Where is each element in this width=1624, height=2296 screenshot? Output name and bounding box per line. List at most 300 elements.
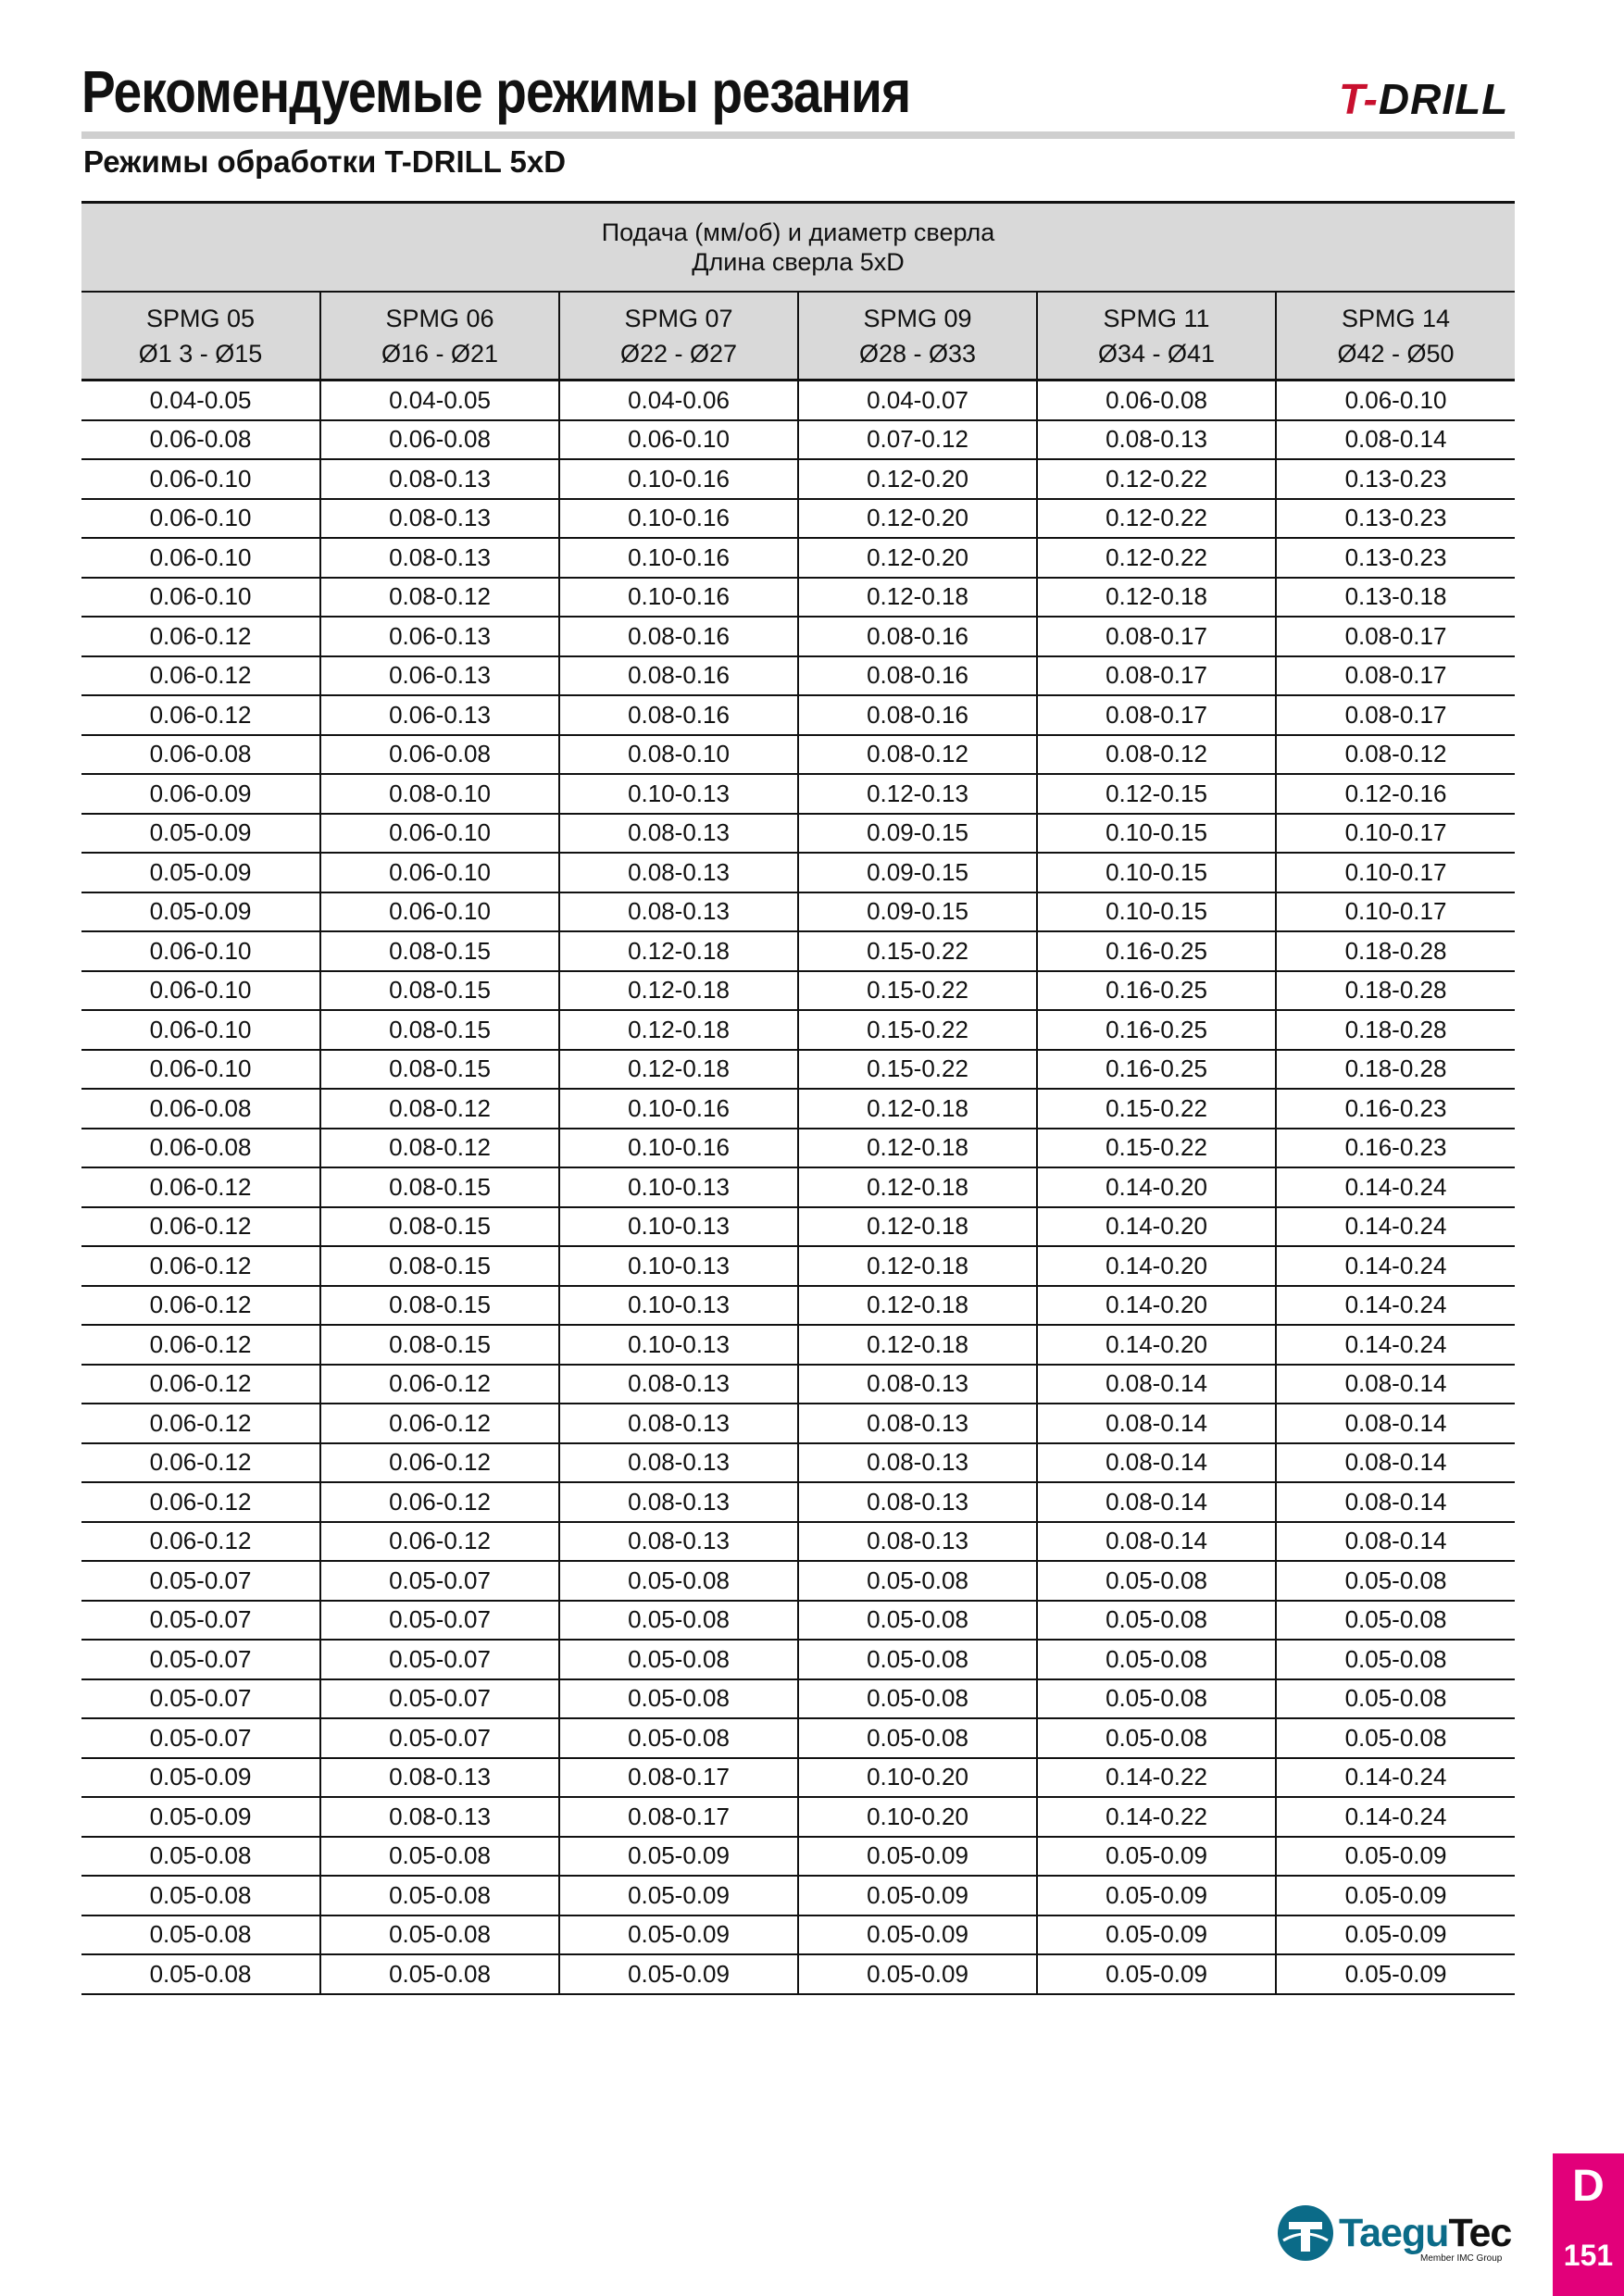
feed-rate-cell: 0.08-0.12: [320, 578, 559, 618]
table-row: [81, 1010, 1515, 1050]
feed-rate-cell: 0.14-0.24: [1276, 1797, 1515, 1837]
feed-rate-cell: 0.08-0.14: [1037, 1482, 1276, 1522]
feed-rate-cell: 0.05-0.09: [1037, 1915, 1276, 1955]
feed-rate-cell: 0.05-0.08: [81, 1837, 320, 1877]
feed-rate-cell: 0.05-0.09: [798, 1837, 1037, 1877]
feed-rate-cell: 0.14-0.24: [1276, 1246, 1515, 1286]
feed-rate-cell: 0.06-0.13: [320, 617, 559, 656]
table-row: [81, 1679, 1515, 1719]
feed-rate-cell: 0.04-0.05: [320, 381, 559, 420]
feed-rate-cell: 0.14-0.22: [1037, 1797, 1276, 1837]
table-column-header-row: [81, 292, 1515, 381]
feed-rate-cell: 0.08-0.14: [1276, 1404, 1515, 1443]
feed-rate-cell: 0.06-0.10: [1276, 381, 1515, 420]
feed-rate-cell: 0.08-0.15: [320, 1167, 559, 1207]
feed-rate-cell: 0.18-0.28: [1276, 931, 1515, 971]
feed-rate-cell: 0.06-0.12: [81, 1522, 320, 1562]
table-row: [81, 538, 1515, 578]
column-code: SPMG 14: [1342, 304, 1451, 332]
feed-rate-cell: 0.08-0.14: [1276, 1443, 1515, 1483]
column-code: SPMG 07: [624, 304, 733, 332]
feed-rate-cell: 0.05-0.07: [320, 1679, 559, 1719]
column-header: [1276, 292, 1515, 381]
feed-rate-cell: 0.10-0.13: [559, 1246, 798, 1286]
feed-rate-cell: 0.08-0.16: [798, 656, 1037, 696]
feed-rate-cell: 0.16-0.23: [1276, 1129, 1515, 1168]
feed-rate-cell: 0.05-0.08: [81, 1954, 320, 1994]
feed-rate-cell: 0.08-0.13: [559, 1482, 798, 1522]
feed-rate-cell: 0.12-0.18: [798, 1129, 1037, 1168]
section-subtitle: Режимы обработки T-DRILL 5xD: [83, 144, 567, 179]
feed-rate-cell: 0.14-0.20: [1037, 1286, 1276, 1326]
feed-rate-cell: 0.05-0.08: [81, 1876, 320, 1915]
table-row: [81, 971, 1515, 1011]
feed-rate-cell: 0.05-0.09: [81, 1758, 320, 1798]
feed-rate-cell: 0.06-0.10: [320, 892, 559, 932]
feed-rate-cell: 0.07-0.12: [798, 420, 1037, 460]
feed-rate-cell: 0.08-0.13: [559, 1522, 798, 1562]
feed-rate-cell: 0.12-0.18: [798, 1207, 1037, 1247]
feed-rate-cell: 0.08-0.12: [1037, 735, 1276, 775]
feed-rate-cell: 0.06-0.08: [81, 420, 320, 460]
page-title: Рекомендуемые режимы резания: [81, 58, 911, 125]
feed-rate-cell: 0.14-0.20: [1037, 1207, 1276, 1247]
brand-prefix: T-: [1339, 75, 1379, 123]
feed-rate-cell: 0.15-0.22: [798, 931, 1037, 971]
feed-rate-cell: 0.13-0.23: [1276, 499, 1515, 539]
feed-rate-cell: 0.06-0.12: [81, 617, 320, 656]
feed-rate-cell: 0.12-0.18: [798, 578, 1037, 618]
feed-rate-cell: 0.08-0.17: [1276, 695, 1515, 735]
table-row: [81, 1365, 1515, 1404]
table-row: [81, 1837, 1515, 1877]
feed-rate-cell: 0.08-0.16: [559, 656, 798, 696]
feed-rate-cell: 0.08-0.17: [1276, 617, 1515, 656]
column-header: [798, 292, 1037, 381]
feed-rate-cell: 0.10-0.16: [559, 578, 798, 618]
column-code: SPMG 11: [1103, 304, 1210, 332]
column-header: [1037, 292, 1276, 381]
feed-rate-cell: 0.08-0.12: [798, 735, 1037, 775]
feed-rate-cell: 0.08-0.13: [559, 1404, 798, 1443]
table-row: [81, 1954, 1515, 1994]
feed-rate-cell: 0.05-0.07: [320, 1718, 559, 1758]
table-row: [81, 381, 1515, 420]
column-diameter-range: Ø34 - Ø41: [1097, 339, 1216, 368]
feed-rate-cell: 0.10-0.15: [1037, 853, 1276, 892]
feed-rate-cell: 0.08-0.10: [320, 774, 559, 814]
feed-rate-cell: 0.06-0.08: [81, 1129, 320, 1168]
feed-rate-cell: 0.15-0.22: [1037, 1129, 1276, 1168]
feed-rate-cell: 0.08-0.16: [798, 695, 1037, 735]
feed-rate-cell: 0.16-0.25: [1037, 1010, 1276, 1050]
table-row: [81, 1050, 1515, 1090]
feed-rate-cell: 0.08-0.13: [320, 538, 559, 578]
feed-rate-cell: 0.05-0.08: [1276, 1718, 1515, 1758]
feed-rate-cell: 0.14-0.20: [1037, 1325, 1276, 1365]
feed-rate-cell: 0.14-0.20: [1037, 1246, 1276, 1286]
section-tab: [1553, 2153, 1624, 2296]
table-row: [81, 814, 1515, 854]
feed-rate-cell: 0.05-0.07: [320, 1601, 559, 1641]
feed-rate-cell: 0.08-0.15: [320, 1325, 559, 1365]
feed-rate-cell: 0.05-0.08: [1276, 1601, 1515, 1641]
feed-rate-cell: 0.05-0.08: [320, 1876, 559, 1915]
feed-rate-cell: 0.06-0.12: [81, 1167, 320, 1207]
feed-rate-cell: 0.08-0.13: [559, 814, 798, 854]
feed-rate-cell: 0.08-0.14: [1276, 1482, 1515, 1522]
page-number: 151: [1563, 2239, 1614, 2272]
table-group-header-row: [81, 203, 1515, 293]
feed-rate-cell: 0.12-0.20: [798, 499, 1037, 539]
feed-rate-cell: 0.05-0.08: [559, 1640, 798, 1679]
feed-rate-cell: 0.05-0.08: [1037, 1561, 1276, 1601]
feed-rate-cell: 0.15-0.22: [1037, 1089, 1276, 1129]
column-header: [320, 292, 559, 381]
feed-rate-cell: 0.16-0.25: [1037, 971, 1276, 1011]
feed-rate-cell: 0.08-0.14: [1037, 1443, 1276, 1483]
feed-rate-cell: 0.12-0.16: [1276, 774, 1515, 814]
column-code: SPMG 09: [863, 304, 972, 332]
feed-rate-cell: 0.12-0.20: [798, 538, 1037, 578]
feed-rate-cell: 0.14-0.24: [1276, 1758, 1515, 1798]
feed-rate-cell: 0.08-0.15: [320, 1010, 559, 1050]
column-code: SPMG 05: [145, 304, 256, 332]
feed-rate-cell: 0.12-0.18: [559, 1050, 798, 1090]
table-row: [81, 499, 1515, 539]
feed-rate-cell: 0.05-0.09: [798, 1876, 1037, 1915]
feed-rate-cell: 0.05-0.07: [81, 1718, 320, 1758]
feed-rate-cell: 0.08-0.13: [320, 459, 559, 499]
feed-rate-cell: 0.05-0.09: [81, 892, 320, 932]
cutting-data-table: [81, 201, 1515, 1995]
feed-rate-cell: 0.05-0.09: [1276, 1876, 1515, 1915]
feed-rate-cell: 0.14-0.24: [1276, 1207, 1515, 1247]
feed-rate-cell: 0.13-0.23: [1276, 538, 1515, 578]
logo-wordmark: [1339, 2211, 1511, 2256]
feed-rate-cell: 0.08-0.14: [1276, 1522, 1515, 1562]
feed-rate-cell: 0.06-0.10: [81, 1050, 320, 1090]
feed-rate-cell: 0.16-0.25: [1037, 1050, 1276, 1090]
feed-rate-cell: 0.05-0.08: [798, 1640, 1037, 1679]
feed-rate-cell: 0.06-0.10: [320, 814, 559, 854]
table-row: [81, 1246, 1515, 1286]
group-header-line2: Длина сверла 5xD: [692, 248, 905, 276]
feed-rate-cell: 0.08-0.17: [1037, 617, 1276, 656]
feed-rate-cell: 0.10-0.16: [559, 1129, 798, 1168]
feed-rate-cell: 0.05-0.09: [798, 1954, 1037, 1994]
feed-rate-cell: 0.14-0.24: [1276, 1286, 1515, 1326]
feed-rate-cell: 0.10-0.16: [559, 459, 798, 499]
feed-rate-cell: 0.06-0.09: [81, 774, 320, 814]
feed-rate-cell: 0.12-0.22: [1037, 459, 1276, 499]
feed-rate-cell: 0.15-0.22: [798, 1050, 1037, 1090]
table-row: [81, 1797, 1515, 1837]
feed-rate-cell: 0.08-0.15: [320, 931, 559, 971]
feed-rate-cell: 0.08-0.16: [559, 617, 798, 656]
feed-rate-cell: 0.12-0.18: [798, 1089, 1037, 1129]
feed-rate-cell: 0.05-0.09: [1276, 1954, 1515, 1994]
feed-rate-cell: 0.18-0.28: [1276, 1050, 1515, 1090]
table-row: [81, 656, 1515, 696]
feed-rate-cell: 0.04-0.05: [81, 381, 320, 420]
feed-rate-cell: 0.12-0.20: [798, 459, 1037, 499]
feed-rate-cell: 0.06-0.12: [81, 1246, 320, 1286]
feed-rate-cell: 0.06-0.10: [81, 499, 320, 539]
feed-rate-cell: 0.12-0.22: [1037, 538, 1276, 578]
table-row: [81, 774, 1515, 814]
feed-rate-cell: 0.06-0.08: [1037, 381, 1276, 420]
feed-rate-cell: 0.08-0.12: [1276, 735, 1515, 775]
feed-rate-cell: 0.06-0.08: [320, 420, 559, 460]
table-row: [81, 1207, 1515, 1247]
feed-rate-cell: 0.08-0.15: [320, 971, 559, 1011]
feed-rate-cell: 0.05-0.08: [559, 1601, 798, 1641]
feed-rate-cell: 0.10-0.13: [559, 1207, 798, 1247]
feed-rate-cell: 0.08-0.13: [798, 1522, 1037, 1562]
feed-rate-cell: 0.10-0.15: [1037, 892, 1276, 932]
feed-rate-cell: 0.15-0.22: [798, 971, 1037, 1011]
feed-rate-cell: 0.06-0.12: [320, 1404, 559, 1443]
feed-rate-cell: 0.05-0.07: [81, 1640, 320, 1679]
feed-rate-cell: 0.06-0.10: [81, 931, 320, 971]
table-row: [81, 1167, 1515, 1207]
feed-rate-cell: 0.05-0.08: [559, 1561, 798, 1601]
feed-rate-cell: 0.05-0.08: [1037, 1718, 1276, 1758]
feed-rate-cell: 0.05-0.08: [798, 1561, 1037, 1601]
feed-rate-cell: 0.08-0.13: [798, 1404, 1037, 1443]
feed-rate-cell: 0.10-0.13: [559, 1167, 798, 1207]
feed-rate-cell: 0.05-0.07: [81, 1561, 320, 1601]
feed-rate-cell: 0.04-0.07: [798, 381, 1037, 420]
table-row: [81, 1325, 1515, 1365]
feed-rate-cell: 0.08-0.15: [320, 1246, 559, 1286]
feed-rate-cell: 0.05-0.09: [1276, 1915, 1515, 1955]
feed-rate-cell: 0.08-0.10: [559, 735, 798, 775]
table-row: [81, 1129, 1515, 1168]
table-row: [81, 1561, 1515, 1601]
table-row: [81, 1640, 1515, 1679]
feed-rate-cell: 0.05-0.09: [1276, 1837, 1515, 1877]
table-row: [81, 1404, 1515, 1443]
feed-rate-cell: 0.08-0.16: [798, 617, 1037, 656]
table-row: [81, 617, 1515, 656]
feed-rate-cell: 0.06-0.12: [81, 695, 320, 735]
feed-rate-cell: 0.05-0.08: [1037, 1601, 1276, 1641]
feed-rate-cell: 0.05-0.09: [1037, 1876, 1276, 1915]
feed-rate-cell: 0.16-0.25: [1037, 931, 1276, 971]
feed-rate-cell: 0.13-0.18: [1276, 578, 1515, 618]
feed-rate-cell: 0.18-0.28: [1276, 971, 1515, 1011]
feed-rate-cell: 0.08-0.14: [1276, 420, 1515, 460]
feed-rate-cell: 0.08-0.17: [1276, 656, 1515, 696]
table-row: [81, 1286, 1515, 1326]
table-row: [81, 1718, 1515, 1758]
feed-rate-cell: 0.12-0.22: [1037, 499, 1276, 539]
feed-rate-cell: 0.05-0.08: [559, 1718, 798, 1758]
column-diameter-range: Ø22 - Ø27: [619, 339, 738, 368]
table-row: [81, 1443, 1515, 1483]
feed-rate-cell: 0.10-0.16: [559, 499, 798, 539]
column-header: [81, 292, 320, 381]
feed-rate-cell: 0.06-0.08: [81, 1089, 320, 1129]
feed-rate-cell: 0.16-0.23: [1276, 1089, 1515, 1129]
feed-rate-cell: 0.08-0.13: [320, 499, 559, 539]
feed-rate-cell: 0.06-0.10: [81, 1010, 320, 1050]
feed-rate-cell: 0.14-0.20: [1037, 1167, 1276, 1207]
feed-rate-cell: 0.06-0.12: [81, 1365, 320, 1404]
table-row: [81, 1482, 1515, 1522]
feed-rate-cell: 0.06-0.12: [320, 1443, 559, 1483]
feed-rate-cell: 0.10-0.20: [798, 1797, 1037, 1837]
feed-rate-cell: 0.06-0.10: [559, 420, 798, 460]
feed-rate-cell: 0.08-0.13: [559, 1365, 798, 1404]
feed-rate-cell: 0.06-0.12: [81, 1286, 320, 1326]
feed-rate-cell: 0.09-0.15: [798, 853, 1037, 892]
table-row: [81, 1876, 1515, 1915]
feed-rate-cell: 0.05-0.07: [81, 1601, 320, 1641]
feed-rate-cell: 0.08-0.12: [320, 1129, 559, 1168]
feed-rate-cell: 0.06-0.08: [320, 735, 559, 775]
feed-rate-cell: 0.08-0.13: [559, 1443, 798, 1483]
section-letter: D: [1572, 2162, 1605, 2211]
feed-rate-cell: 0.05-0.08: [320, 1915, 559, 1955]
feed-rate-cell: 0.14-0.24: [1276, 1325, 1515, 1365]
feed-rate-cell: 0.05-0.08: [320, 1954, 559, 1994]
column-diameter-range: Ø28 - Ø33: [858, 339, 977, 368]
feed-rate-cell: 0.05-0.09: [559, 1954, 798, 1994]
feed-rate-cell: 0.14-0.22: [1037, 1758, 1276, 1798]
feed-rate-cell: 0.06-0.10: [320, 853, 559, 892]
feed-rate-cell: 0.12-0.18: [559, 931, 798, 971]
feed-rate-cell: 0.10-0.16: [559, 1089, 798, 1129]
feed-rate-cell: 0.05-0.09: [1037, 1954, 1276, 1994]
feed-rate-cell: 0.12-0.15: [1037, 774, 1276, 814]
table-body: [81, 381, 1515, 1994]
feed-rate-cell: 0.06-0.10: [81, 578, 320, 618]
feed-rate-cell: 0.08-0.13: [320, 1758, 559, 1798]
feed-rate-cell: 0.04-0.06: [559, 381, 798, 420]
title-divider: [81, 131, 1515, 139]
feed-rate-cell: 0.05-0.08: [1276, 1679, 1515, 1719]
feed-rate-cell: 0.12-0.18: [1037, 578, 1276, 618]
table-row: [81, 1758, 1515, 1798]
feed-rate-cell: 0.08-0.14: [1276, 1365, 1515, 1404]
feed-rate-cell: 0.05-0.08: [81, 1915, 320, 1955]
feed-rate-cell: 0.05-0.08: [1276, 1640, 1515, 1679]
feed-rate-cell: 0.12-0.18: [798, 1325, 1037, 1365]
feed-rate-cell: 0.12-0.18: [798, 1167, 1037, 1207]
feed-rate-cell: 0.10-0.15: [1037, 814, 1276, 854]
feed-rate-cell: 0.05-0.08: [559, 1679, 798, 1719]
feed-rate-cell: 0.06-0.13: [320, 695, 559, 735]
table-row: [81, 695, 1515, 735]
feed-rate-cell: 0.06-0.13: [320, 656, 559, 696]
feed-rate-cell: 0.05-0.08: [1037, 1640, 1276, 1679]
feed-rate-cell: 0.12-0.18: [798, 1246, 1037, 1286]
feed-rate-cell: 0.05-0.09: [798, 1915, 1037, 1955]
feed-rate-cell: 0.06-0.12: [81, 1443, 320, 1483]
table-row: [81, 1522, 1515, 1562]
feed-rate-cell: 0.09-0.15: [798, 814, 1037, 854]
feed-rate-cell: 0.12-0.18: [559, 971, 798, 1011]
feed-rate-cell: 0.09-0.15: [798, 892, 1037, 932]
feed-rate-cell: 0.08-0.16: [559, 695, 798, 735]
taegutec-logo: [1276, 2202, 1518, 2266]
feed-rate-cell: 0.08-0.13: [1037, 420, 1276, 460]
feed-rate-cell: 0.05-0.09: [559, 1876, 798, 1915]
feed-rate-cell: 0.05-0.09: [81, 853, 320, 892]
feed-rate-cell: 0.05-0.08: [1276, 1561, 1515, 1601]
feed-rate-cell: 0.05-0.09: [559, 1915, 798, 1955]
feed-rate-cell: 0.05-0.08: [798, 1679, 1037, 1719]
feed-rate-cell: 0.13-0.23: [1276, 459, 1515, 499]
feed-rate-cell: 0.05-0.07: [320, 1561, 559, 1601]
feed-rate-cell: 0.05-0.09: [1037, 1837, 1276, 1877]
logo-name-part2: Tec: [1448, 2211, 1512, 2255]
feed-rate-cell: 0.08-0.13: [320, 1797, 559, 1837]
table-row: [81, 1915, 1515, 1955]
column-diameter-range: Ø42 - Ø50: [1337, 339, 1455, 368]
feed-rate-cell: 0.08-0.14: [1037, 1404, 1276, 1443]
table-row: [81, 892, 1515, 932]
table-row: [81, 735, 1515, 775]
feed-rate-cell: 0.05-0.07: [81, 1679, 320, 1719]
column-code: SPMG 06: [385, 304, 494, 332]
feed-rate-cell: 0.06-0.10: [81, 971, 320, 1011]
feed-rate-cell: 0.15-0.22: [798, 1010, 1037, 1050]
feed-rate-cell: 0.08-0.15: [320, 1207, 559, 1247]
feed-rate-cell: 0.08-0.15: [320, 1286, 559, 1326]
feed-rate-cell: 0.08-0.17: [1037, 695, 1276, 735]
feed-rate-cell: 0.08-0.13: [559, 853, 798, 892]
feed-rate-cell: 0.05-0.08: [798, 1718, 1037, 1758]
feed-rate-cell: 0.05-0.09: [81, 1797, 320, 1837]
feed-rate-cell: 0.10-0.17: [1276, 892, 1515, 932]
feed-rate-cell: 0.08-0.13: [798, 1365, 1037, 1404]
feed-rate-cell: 0.10-0.20: [798, 1758, 1037, 1798]
column-header: [559, 292, 798, 381]
feed-rate-cell: 0.10-0.17: [1276, 853, 1515, 892]
feed-rate-cell: 0.10-0.16: [559, 538, 798, 578]
feed-rate-cell: 0.12-0.18: [798, 1286, 1037, 1326]
feed-rate-cell: 0.08-0.17: [559, 1758, 798, 1798]
table-row: [81, 459, 1515, 499]
feed-rate-cell: 0.05-0.09: [559, 1837, 798, 1877]
group-header-line1: Подача (мм/об) и диаметр сверла: [601, 218, 995, 246]
feed-rate-cell: 0.06-0.12: [81, 656, 320, 696]
feed-rate-cell: 0.06-0.10: [81, 459, 320, 499]
feed-rate-cell: 0.06-0.10: [81, 538, 320, 578]
feed-rate-cell: 0.08-0.13: [559, 892, 798, 932]
feed-rate-cell: 0.10-0.13: [559, 1325, 798, 1365]
feed-rate-cell: 0.06-0.12: [81, 1482, 320, 1522]
taegutec-logo-mark-icon: [1276, 2203, 1335, 2263]
feed-rate-cell: 0.08-0.15: [320, 1050, 559, 1090]
logo-tagline: Member IMC Group: [1420, 2253, 1503, 2264]
feed-rate-cell: 0.08-0.17: [1037, 656, 1276, 696]
feed-rate-cell: 0.08-0.17: [559, 1797, 798, 1837]
table-group-header: [81, 203, 1515, 293]
feed-rate-cell: 0.06-0.12: [81, 1404, 320, 1443]
feed-rate-cell: 0.06-0.12: [81, 1207, 320, 1247]
column-diameter-range: Ø16 - Ø21: [381, 339, 499, 368]
feed-rate-cell: 0.18-0.28: [1276, 1010, 1515, 1050]
feed-rate-cell: 0.05-0.08: [320, 1837, 559, 1877]
feed-rate-cell: 0.12-0.13: [798, 774, 1037, 814]
feed-rate-cell: 0.05-0.08: [1037, 1679, 1276, 1719]
brand-suffix: DRILL: [1378, 75, 1509, 123]
